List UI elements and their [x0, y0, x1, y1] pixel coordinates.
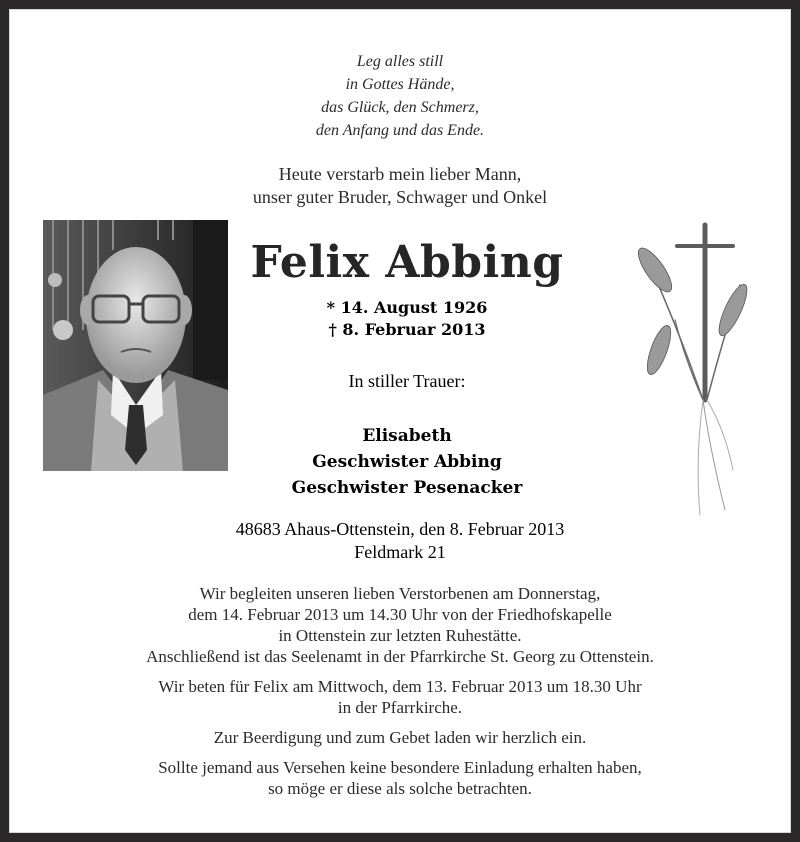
portrait-image-icon [43, 220, 228, 471]
intro-line: Heute verstarb mein lieber Mann, [278, 164, 522, 184]
portrait-photo [43, 220, 228, 471]
address-line: 48683 Ahaus-Ottenstein, den 8. Februar 2013 [235, 519, 565, 539]
life-dates [242, 297, 572, 341]
family-member: Elisabeth [362, 426, 452, 446]
address-block [10, 518, 790, 564]
text-line: Wir begleiten unseren lieben Verstorbenen am Donnerstag, [199, 584, 601, 603]
text-line: in Ottenstein zur letzten Ruhestätte. [278, 626, 522, 645]
mourning-label: In stiller Trauer: [348, 371, 466, 391]
family-member: Geschwister Pesenacker [291, 478, 523, 498]
text-line: Wir beten für Felix am Mittwoch, dem 13. Februar 2013 um 18.30 Uhr [158, 677, 642, 696]
text-line: Zur Beerdigung und zum Gebet laden wir herzlich ein. [213, 728, 587, 747]
obituary-card [9, 9, 791, 833]
text-line: Anschließend ist das Seelenamt in der Pfarrkirche St. Georg zu Ottenstein. [146, 647, 654, 666]
poem-line: Leg alles still [356, 53, 444, 70]
text-line: Sollte jemand aus Versehen keine besondere Einladung erhalten haben, [158, 758, 642, 777]
text-line: dem 14. Februar 2013 um 14.30 Uhr von der Friedhofskapelle [188, 605, 612, 624]
funeral-details [10, 583, 790, 808]
text-line: so möge er diese als solche betrachten. [268, 779, 532, 798]
death-date: † 8. Februar 2013 [328, 320, 486, 339]
deceased-name: Felix Abbing [250, 237, 564, 288]
family-member: Geschwister Abbing [312, 452, 502, 472]
family-list [242, 423, 572, 501]
paragraph-prayer [10, 676, 790, 718]
paragraph-invitation [10, 727, 790, 748]
birth-date: * 14. August 1926 [326, 298, 488, 317]
address-line: Feldmark 21 [354, 542, 446, 562]
text-line: in der Pfarrkirche. [337, 698, 463, 717]
intro-text [10, 163, 790, 209]
paragraph-funeral [10, 583, 790, 667]
poem-line: den Anfang und das Ende. [315, 122, 485, 139]
paragraph-notice [10, 757, 790, 799]
poem-line: in Gottes Hände, [345, 76, 455, 93]
poem-line: das Glück, den Schmerz, [321, 99, 479, 116]
poem [10, 50, 790, 142]
cross-with-wheat-icon [615, 210, 775, 520]
intro-line: unser guter Bruder, Schwager und Onkel [252, 187, 548, 207]
